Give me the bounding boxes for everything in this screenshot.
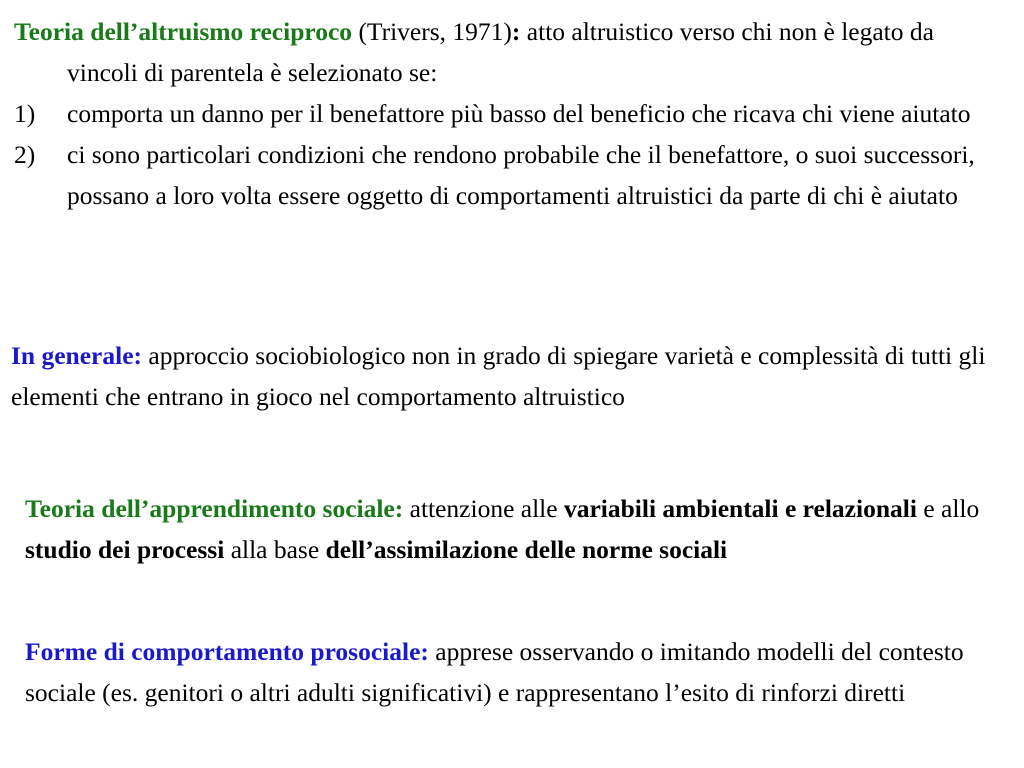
list-item-number: 1) [14, 99, 36, 128]
social-learning-section [25, 488, 1005, 570]
list-item [14, 134, 1009, 216]
list-item-text: ci sono particolari condizioni che rendono probabile che il benefattore, o suoi successori, possano a loro volta essere oggetto di comportamenti altruistici da parte di chi è aiutato [67, 140, 975, 210]
general-section [11, 335, 1016, 417]
general-heading: In generale: [11, 341, 143, 370]
reciprocal-intro-text: atto altruistico verso chi non è legato da vincoli di parentela è selezionato se: [67, 17, 934, 87]
list-item-text: comporta un danno per il benefattore più basso del beneficio che ricava chi viene aiutato [67, 99, 971, 128]
list-item [14, 93, 1009, 134]
social-learning-bold-1: variabili ambientali e relazionali [563, 494, 917, 523]
social-learning-bold-3: dell’assimilazione delle norme sociali [325, 535, 728, 564]
social-learning-bold-2: studio dei processi [25, 535, 225, 564]
social-learning-heading: Teoria dell’apprendimento sociale: [25, 494, 404, 523]
prosocial-text: apprese osservando o imitando modelli del contesto sociale (es. genitori o altri adulti significativi) e rappresentano l’esito di rinforzi diretti [25, 637, 964, 707]
reciprocal-citation: (Trivers, 1971) [352, 17, 512, 46]
general-text: approccio sociobiologico non in grado di spiegare varietà e complessità di tutti gli elementi che entrano in gioco nel comportamento altruistico [11, 341, 986, 411]
social-learning-text-2: e allo [916, 494, 980, 523]
social-learning-text-3: alla base [224, 535, 326, 564]
prosocial-heading: Forme di comportamento prosociale: [25, 637, 429, 666]
reciprocal-colon: : [511, 17, 521, 46]
social-learning-text-1: attenzione alle [403, 494, 564, 523]
list-item-number: 2) [14, 140, 36, 169]
reciprocal-heading: Teoria dell’altruismo reciproco [14, 17, 353, 46]
prosocial-section [25, 631, 1010, 713]
reciprocal-intro [14, 11, 1009, 93]
reciprocal-altruism-section [14, 11, 1009, 216]
